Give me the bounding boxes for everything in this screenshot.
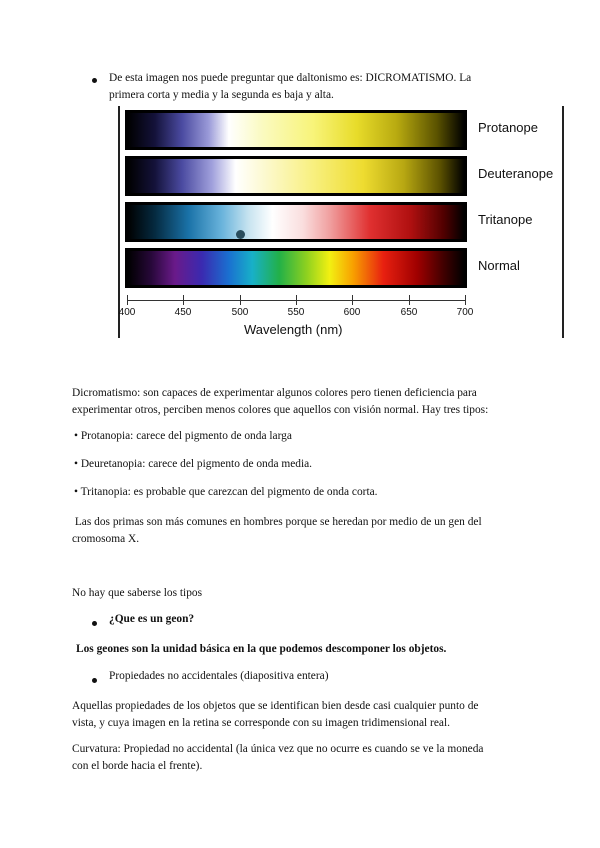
geon-answer xyxy=(76,643,446,655)
tritanope-neutral-point-marker xyxy=(236,230,245,239)
geon-question xyxy=(109,613,194,625)
aquellas-line-1: Aquellas propiedades de los objetos que se identifican bien desde casi cualquier punto de xyxy=(72,700,479,712)
axis-tick-label: 600 xyxy=(343,307,361,318)
common-paragraph xyxy=(72,514,552,548)
axis-tick-label: 650 xyxy=(400,307,418,318)
type-deuteranopia: • Deuretanopia: carece del pigmento de onda media. xyxy=(74,458,313,470)
axis-tick xyxy=(352,295,353,305)
aquellas-paragraph xyxy=(72,698,552,732)
common-line-1: Las dos primas son más comunes en hombres porque se heredan por medio de un gen del xyxy=(72,516,482,528)
band-tritanope xyxy=(125,202,467,242)
band-label-tritanope: Tritanope xyxy=(478,212,533,227)
band-deuteranope xyxy=(125,156,467,196)
geon-question-text: ¿Que es un geon? xyxy=(109,613,195,625)
axis-tick-label: 700 xyxy=(456,307,474,318)
intro-line-1: De esta imagen nos puede preguntar que daltonismo es: DICROMATISMO. La xyxy=(109,72,472,84)
axis-tick-label: 450 xyxy=(174,307,192,318)
bullet-dot xyxy=(92,78,97,83)
geon-answer-text: Los geones son la unidad básica en la que podemos descomponer los objetos. xyxy=(76,643,447,655)
aquellas-line-2: vista, y cuya imagen en la retina se corresponde con su imagen tridimensional real. xyxy=(72,717,450,729)
common-line-2: cromosoma X. xyxy=(72,533,140,545)
no-saber-text: No hay que saberse los tipos xyxy=(72,587,203,599)
axis-tick xyxy=(127,295,128,305)
axis-title: Wavelength (nm) xyxy=(244,322,343,337)
band-protanope xyxy=(125,110,467,150)
bullet-dot xyxy=(92,678,97,683)
type-tritanopia: • Tritanopia: es probable que carezcan del pigmento de onda corta. xyxy=(74,486,378,498)
axis-tick xyxy=(240,295,241,305)
deuteranope-spectrum xyxy=(128,159,464,193)
normal-spectrum xyxy=(128,251,464,285)
dicromatismo-line-2: experimentar otros, perciben menos colores que aquellos con visión normal. Hay tres tipos: xyxy=(72,404,489,416)
tritanope-spectrum xyxy=(128,205,464,239)
axis-tick xyxy=(465,295,466,305)
axis-tick-label: 500 xyxy=(231,307,249,318)
dicromatismo-line-1: Dicromatismo: son capaces de experimentar algunos colores pero tienen deficiencia para xyxy=(72,387,477,399)
band-normal xyxy=(125,248,467,288)
curvatura-paragraph xyxy=(72,741,552,775)
color-blindness-spectrum-figure xyxy=(118,106,564,344)
dicromatismo-paragraph xyxy=(72,385,552,419)
intro-line-2: primera corta y media y la segunda es baja y alta. xyxy=(109,89,334,101)
band-label-protanope: Protanope xyxy=(478,120,538,135)
axis-tick xyxy=(183,295,184,305)
curvatura-line-2: con el borde hacia el frente). xyxy=(72,760,203,772)
curvatura-line-1: Curvatura: Propiedad no accidental (la única vez que no ocurre es cuando se ve la moneda xyxy=(72,743,484,755)
axis-tick xyxy=(296,295,297,305)
band-label-deuteranope: Deuteranope xyxy=(478,166,554,181)
intro-text xyxy=(109,70,549,104)
bullet-dot xyxy=(92,621,97,626)
propiedades-text: Propiedades no accidentales (diapositiva entera) xyxy=(109,670,329,682)
axis-tick-label: 550 xyxy=(287,307,305,318)
axis-tick-label: 400 xyxy=(118,307,136,318)
protanope-spectrum xyxy=(128,113,464,147)
type-protanopia: • Protanopia: carece del pigmento de onda larga xyxy=(74,430,292,442)
axis-tick xyxy=(409,295,410,305)
band-label-normal: Normal xyxy=(478,258,520,273)
